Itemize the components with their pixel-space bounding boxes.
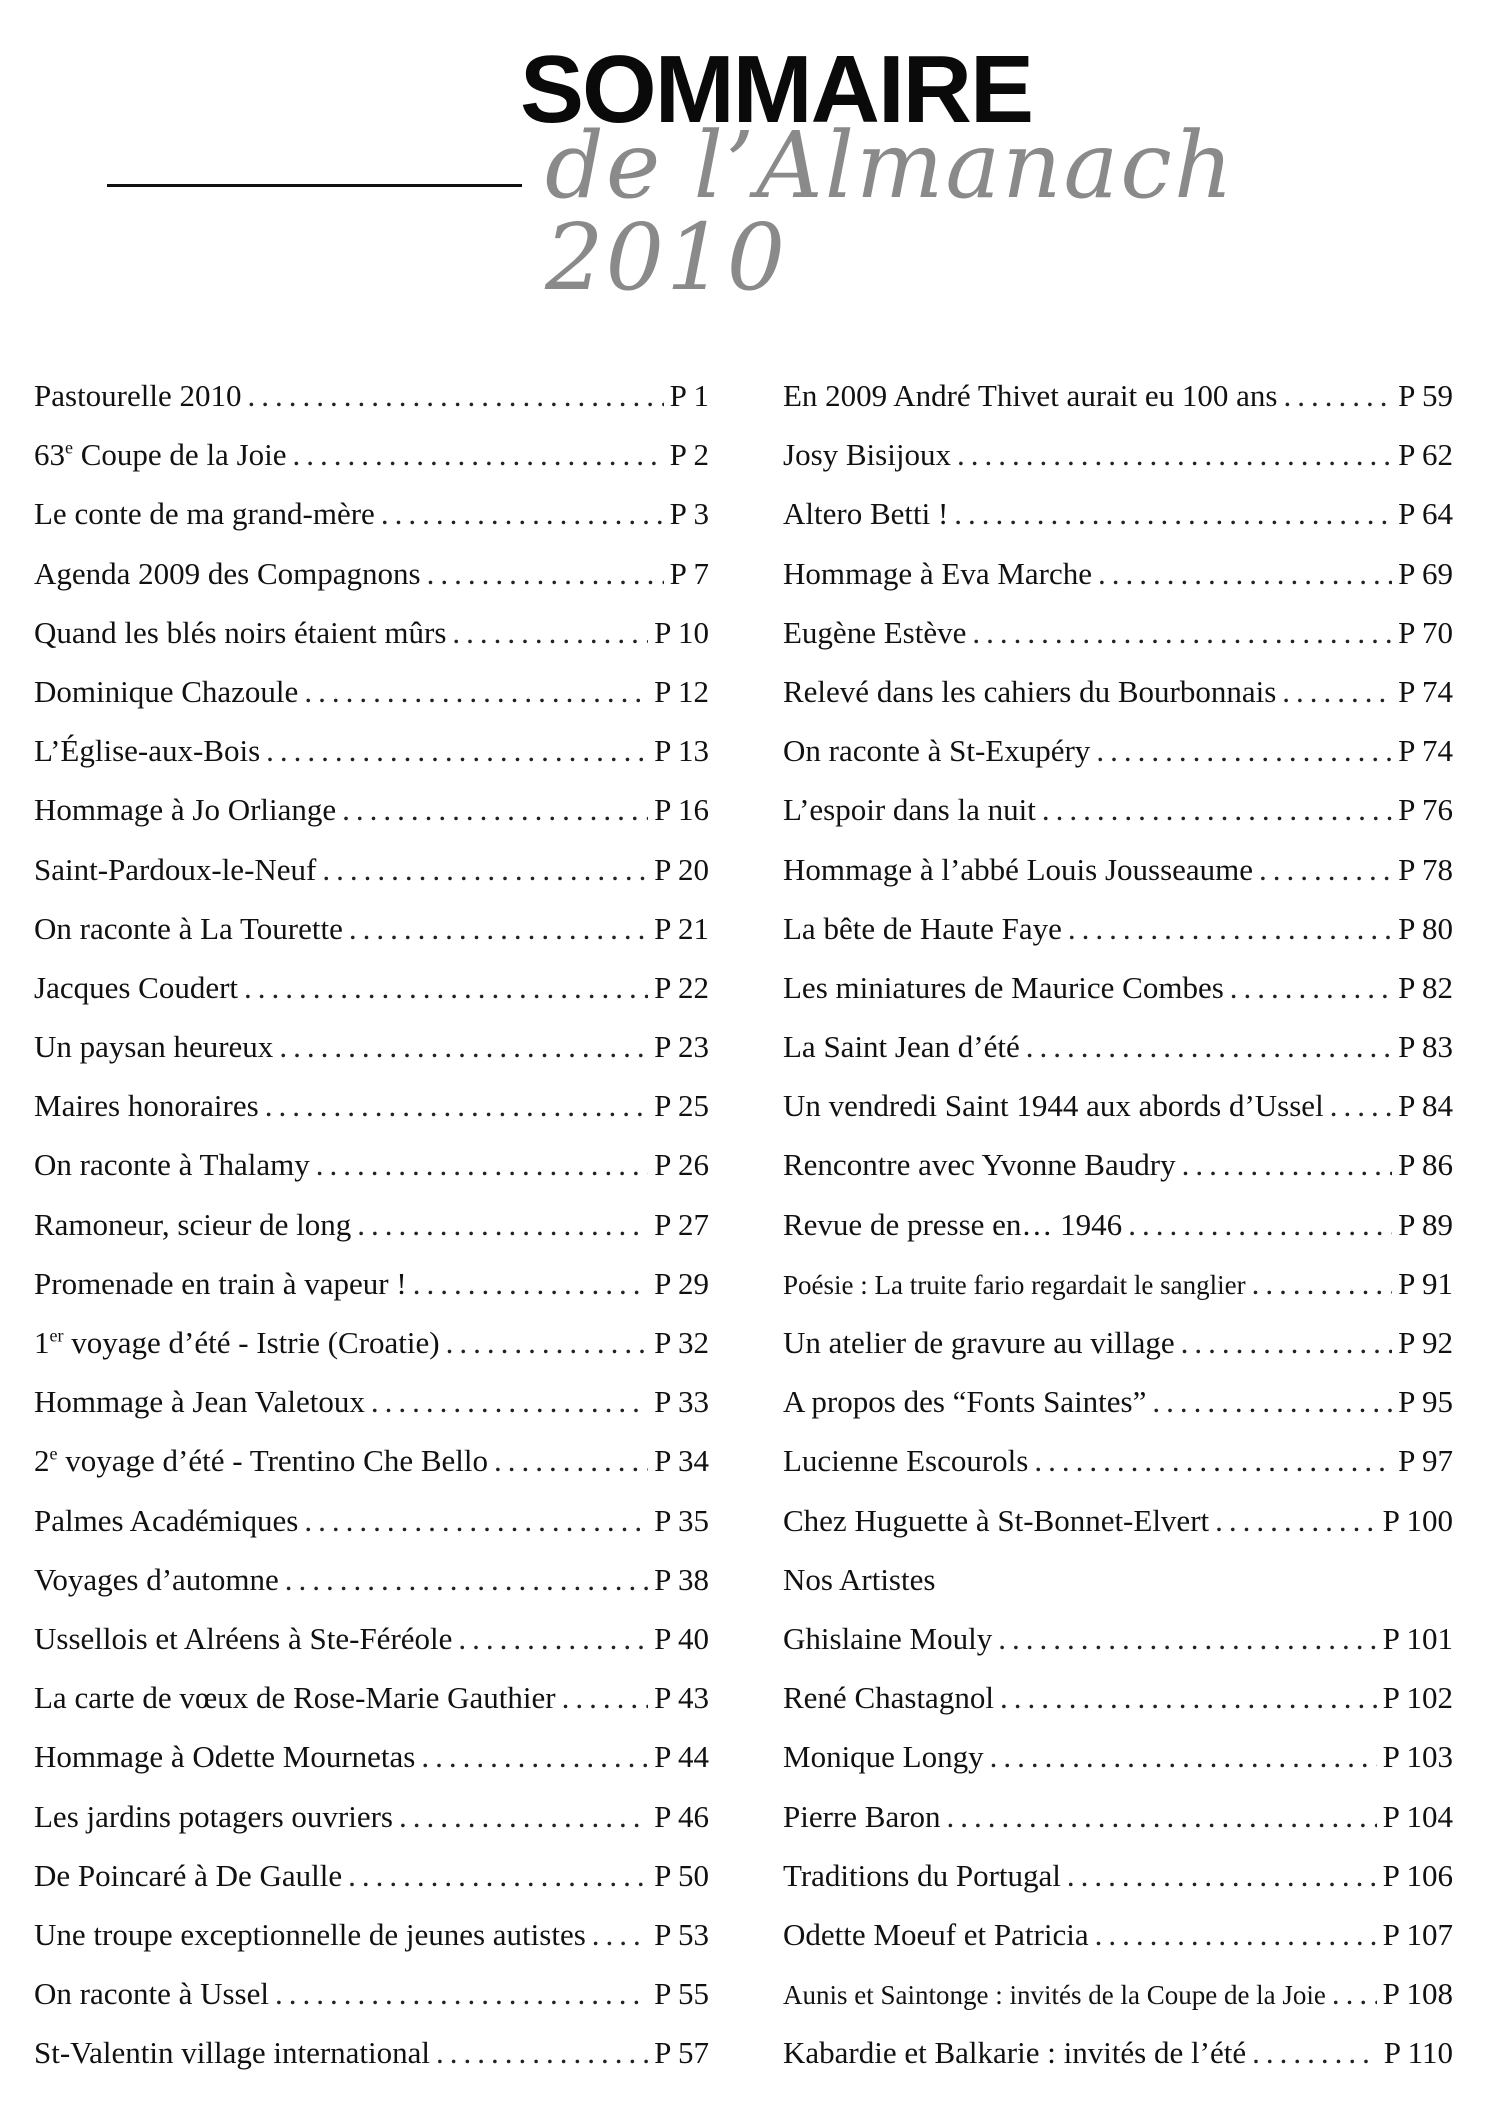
toc-entry	[783, 1678, 1453, 1737]
toc-entry	[783, 1086, 1453, 1145]
toc-entry-title: Pierre Baron	[783, 1798, 941, 1834]
dot-leader	[1098, 554, 1392, 594]
dot-leader	[1181, 1323, 1393, 1363]
toc-entry-page: P 59	[1398, 378, 1453, 413]
toc-entry	[34, 1264, 709, 1323]
toc-entry	[783, 376, 1453, 435]
dot-leader	[1283, 376, 1392, 416]
toc-entry-page: P 107	[1382, 1916, 1453, 1952]
dot-leader	[279, 1027, 648, 1067]
toc-entry-page: P 23	[654, 1029, 709, 1065]
toc-entry-page: P 21	[654, 910, 709, 946]
toc-entry-title: Hommage à Odette Mournetas	[34, 1739, 416, 1775]
toc-entry-title: Saint-Pardoux-le-Neuf	[34, 851, 317, 887]
toc-entry-page: P 3	[669, 496, 709, 532]
toc-entry-page: P 89	[1398, 1206, 1453, 1242]
toc-entry-title: 1er voyage d’été - Istrie (Croatie)	[34, 1325, 440, 1360]
toc-right-column	[783, 376, 1453, 2092]
dot-leader	[458, 1619, 648, 1659]
toc-entry	[34, 1915, 709, 1974]
toc-entry	[34, 1323, 709, 1382]
toc-entry	[783, 1323, 1453, 1382]
page-header	[0, 0, 1492, 311]
toc-entry-title: La Saint Jean d’été	[783, 1029, 1020, 1065]
toc-entry-title: Un atelier de gravure au village	[783, 1325, 1175, 1360]
header-rule	[107, 184, 522, 187]
toc-entry-title: Hommage à Eva Marche	[783, 555, 1093, 591]
toc-entry-page: P 110	[1383, 2035, 1453, 2071]
toc-entry-page: P 78	[1398, 851, 1453, 887]
toc-entry-title: Monique Longy	[783, 1739, 984, 1775]
dot-leader	[1000, 1678, 1377, 1718]
toc-entry-title: St-Valentin village international	[34, 2035, 431, 2071]
toc-entry-title: L’espoir dans la nuit	[783, 792, 1036, 828]
toc-entry	[783, 1441, 1453, 1500]
toc-entry-title: Poésie : La truite fario regardait le sanglier	[783, 1269, 1246, 1300]
toc-entry-title: Eugène Estève	[783, 614, 967, 650]
toc-entry-page: P 57	[654, 2035, 709, 2071]
toc-entry-title: René Chastagnol	[783, 1680, 994, 1716]
toc-entry-title: Traditions du Portugal	[783, 1857, 1061, 1893]
toc-entry-page: P 10	[654, 614, 709, 650]
dot-leader	[957, 435, 1392, 475]
toc-entry	[783, 1915, 1453, 1974]
dot-leader	[436, 2033, 648, 2073]
toc-entry-page: P 86	[1398, 1147, 1453, 1183]
dot-leader	[1215, 1501, 1377, 1541]
toc-entry	[34, 494, 709, 553]
toc-entry-page: P 97	[1398, 1443, 1453, 1479]
toc-entry	[34, 1678, 709, 1737]
toc-entry	[783, 968, 1453, 1027]
toc-entry	[783, 554, 1453, 613]
toc-entry-page: P 40	[654, 1620, 709, 1656]
toc-entry-title: Rencontre avec Yvonne Baudry	[783, 1147, 1176, 1183]
toc-entry-page: P 64	[1398, 496, 1453, 532]
toc-entry	[34, 1974, 709, 2033]
dot-leader	[1230, 968, 1392, 1008]
toc-entry-page: P 43	[654, 1680, 709, 1716]
dot-leader	[1332, 1974, 1377, 2014]
toc-entry	[34, 1619, 709, 1678]
toc-entry-title: Agenda 2009 des Compagnons	[34, 555, 421, 591]
toc-entry-page: P 84	[1398, 1088, 1453, 1124]
toc-entry	[34, 672, 709, 731]
toc-entry	[783, 1560, 1453, 1619]
toc-entry-title: Hommage à Jo Orliange	[34, 792, 337, 828]
toc-entry	[783, 1974, 1453, 2033]
toc-entry-page: P 91	[1398, 1265, 1453, 1301]
toc-entry	[783, 1797, 1453, 1856]
toc-entry	[34, 1205, 709, 1264]
toc-entry-title: Odette Moeuf et Patricia	[783, 1916, 1089, 1952]
toc-entry	[34, 1856, 709, 1915]
toc-entry-page: P 13	[654, 733, 709, 769]
toc-entry	[34, 909, 709, 968]
toc-entry	[783, 790, 1453, 849]
dot-leader	[1042, 790, 1392, 830]
dot-leader	[348, 1856, 648, 1896]
toc-entry-page: P 20	[654, 851, 709, 887]
page-subtitle: de l’Almanach 2010	[545, 112, 1236, 311]
toc-entry	[783, 1856, 1453, 1915]
toc-entry-page: P 33	[654, 1384, 709, 1420]
dot-leader	[371, 1382, 648, 1422]
dot-leader	[413, 1264, 648, 1304]
toc-entry-title: Hommage à l’abbé Louis Jousseaume	[783, 851, 1254, 887]
dot-leader	[1068, 909, 1392, 949]
dot-leader	[1067, 1856, 1377, 1896]
toc-entry	[34, 731, 709, 790]
toc-entry-page: P 22	[654, 969, 709, 1005]
toc-entry-title: La bête de Haute Faye	[783, 910, 1062, 946]
dot-leader	[592, 1915, 648, 1955]
toc-entry	[34, 1086, 709, 1145]
toc-entry-page: P 95	[1398, 1384, 1453, 1420]
dot-leader	[427, 554, 664, 594]
toc-entry	[783, 494, 1453, 553]
toc-entry-page: P 26	[654, 1147, 709, 1183]
toc-entry-page: P 104	[1382, 1798, 1453, 1834]
toc-entry-title: Relevé dans les cahiers du Bourbonnais	[783, 673, 1277, 709]
toc-entry-title: De Poincaré à De Gaulle	[34, 1857, 343, 1893]
toc-entry-page: P 74	[1398, 673, 1453, 709]
toc-entry	[34, 1737, 709, 1796]
toc-entry	[783, 1501, 1453, 1560]
toc-entry-title: Hommage à Jean Valetoux	[34, 1384, 365, 1420]
dot-leader	[1096, 731, 1392, 771]
toc-entry	[783, 613, 1453, 672]
dot-leader	[244, 968, 648, 1008]
dot-leader	[248, 376, 664, 416]
toc-entry	[783, 850, 1453, 909]
toc-entry-page: P 106	[1382, 1857, 1453, 1893]
dot-leader	[446, 1323, 649, 1363]
toc-entry-title: Aunis et Saintonge : invités de la Coupe de la Joie	[783, 1980, 1326, 2011]
dot-leader	[399, 1797, 648, 1837]
dot-leader	[494, 1441, 648, 1481]
toc-entry	[783, 672, 1453, 731]
toc-entry-title: Le conte de ma grand-mère	[34, 496, 375, 532]
toc-entry-title: Les jardins potagers ouvriers	[34, 1798, 393, 1834]
toc-entry	[783, 1145, 1453, 1204]
toc-entry	[34, 1560, 709, 1619]
toc-entry	[783, 1382, 1453, 1441]
toc-entry-page: P 29	[654, 1265, 709, 1301]
dot-leader	[1034, 1441, 1392, 1481]
toc-entry	[783, 1205, 1453, 1264]
dot-leader	[990, 1737, 1377, 1777]
toc-entry-page: P 103	[1382, 1739, 1453, 1775]
toc-entry-title: Lucienne Escourols	[783, 1443, 1029, 1479]
toc-entry-page: P 82	[1398, 969, 1453, 1005]
dot-leader	[322, 850, 648, 890]
toc-entry-page: P 44	[654, 1739, 709, 1775]
toc-entry-page: P 16	[654, 792, 709, 828]
dot-leader	[304, 672, 648, 712]
dot-leader	[1330, 1086, 1392, 1126]
toc-entry-page: P 12	[654, 673, 709, 709]
toc-entry-page: P 83	[1398, 1029, 1453, 1065]
dot-leader	[357, 1205, 648, 1245]
dot-leader	[266, 731, 648, 771]
toc-entry-page: P 35	[654, 1502, 709, 1538]
toc-entry-page: P 7	[669, 555, 709, 591]
dot-leader	[562, 1678, 649, 1718]
toc-entry	[34, 1797, 709, 1856]
dot-leader	[1128, 1205, 1392, 1245]
toc-entry	[783, 2033, 1453, 2092]
dot-leader	[349, 909, 648, 949]
toc-entry-page: P 2	[669, 437, 709, 473]
toc-entry-title: On raconte à Thalamy	[34, 1147, 310, 1183]
toc-entry	[783, 909, 1453, 968]
toc-entry	[34, 1027, 709, 1086]
toc-entry	[34, 850, 709, 909]
toc-entry-title: Les miniatures de Maurice Combes	[783, 969, 1224, 1005]
toc-entry-page: P 55	[654, 1976, 709, 2012]
dot-leader	[265, 1086, 648, 1126]
toc-entry	[783, 435, 1453, 494]
dot-leader	[452, 613, 648, 653]
dot-leader	[998, 1619, 1376, 1659]
dot-leader	[1152, 1382, 1392, 1422]
toc-entry	[34, 435, 709, 494]
toc-left-column	[34, 376, 709, 2092]
toc-entry-page: P 38	[654, 1561, 709, 1597]
dot-leader	[972, 613, 1392, 653]
toc-entry-title: Jacques Coudert	[34, 969, 239, 1005]
toc-entry-page: P 74	[1398, 733, 1453, 769]
dot-leader	[304, 1501, 648, 1541]
toc-entry	[34, 613, 709, 672]
toc-entry	[34, 1145, 709, 1204]
dot-leader	[275, 1974, 648, 2014]
toc-entry-title: Palmes Académiques	[34, 1502, 299, 1538]
dot-leader	[954, 494, 1392, 534]
toc-entry-page: P 100	[1382, 1502, 1453, 1538]
toc-entry-title: Maires honoraires	[34, 1088, 259, 1124]
toc-entry-title: Altero Betti !	[783, 496, 949, 532]
dot-leader	[1182, 1145, 1393, 1185]
toc-entry-page: P 27	[654, 1206, 709, 1242]
toc-entry-title: Pastourelle 2010	[34, 378, 242, 413]
toc-entry-title: Nos Artistes	[783, 1561, 936, 1597]
dot-leader	[1095, 1915, 1377, 1955]
page-title: SOMMAIRE	[520, 36, 1032, 143]
toc-entry-title: On raconte à St-Exupéry	[783, 733, 1091, 769]
toc-entry-title: Quand les blés noirs étaient mûrs	[34, 614, 447, 650]
toc-entry-title: On raconte à La Tourette	[34, 910, 343, 946]
toc-entry-title: En 2009 André Thivet aurait eu 100 ans	[783, 378, 1278, 413]
toc-entry-page: P 101	[1382, 1620, 1453, 1656]
dot-leader	[1026, 1027, 1392, 1067]
toc-entry	[34, 1441, 709, 1500]
toc-entry-title: Ussellois et Alréens à Ste-Féréole	[34, 1620, 453, 1656]
toc-entry-page: P 46	[654, 1798, 709, 1834]
toc-entry-title: On raconte à Ussel	[34, 1976, 269, 2012]
toc-entry-title: 2e voyage d’été - Trentino Che Bello	[34, 1443, 488, 1479]
toc-entry	[34, 968, 709, 1027]
toc-entry-title: Un vendredi Saint 1944 aux abords d’Ussel	[783, 1088, 1324, 1124]
toc-entry	[783, 1027, 1453, 1086]
toc-entry-title: Un paysan heureux	[34, 1029, 274, 1065]
toc-entry-title: Voyages d’automne	[34, 1561, 279, 1597]
dot-leader	[342, 790, 648, 830]
toc-entry-page: P 32	[654, 1325, 709, 1360]
toc-entry-page: P 50	[654, 1857, 709, 1893]
toc-entry-page: P 53	[654, 1916, 709, 1952]
toc-entry-title: Chez Huguette à St-Bonnet-Elvert	[783, 1502, 1210, 1538]
toc-entry	[783, 1264, 1453, 1323]
dot-leader	[381, 494, 664, 534]
toc-entry-title: Promenade en train à vapeur !	[34, 1265, 407, 1301]
dot-leader	[1252, 1264, 1393, 1304]
toc-entry-page: P 34	[654, 1443, 709, 1479]
toc-entry	[34, 554, 709, 613]
toc-entry-title: A propos des “Fonts Saintes”	[783, 1384, 1147, 1420]
dot-leader	[1282, 672, 1392, 712]
toc-entry	[783, 731, 1453, 790]
toc-entry	[34, 1382, 709, 1441]
toc-entry-page: P 108	[1382, 1976, 1453, 2012]
toc-entry-page: P 92	[1398, 1325, 1453, 1360]
toc-entry	[34, 376, 709, 435]
toc-entry-page: P 70	[1398, 614, 1453, 650]
toc-entry-page: P 69	[1398, 555, 1453, 591]
dot-leader	[421, 1737, 648, 1777]
toc-entry-title: Dominique Chazoule	[34, 673, 299, 709]
dot-leader	[285, 1560, 648, 1600]
toc-entry-title: Une troupe exceptionnelle de jeunes autistes	[34, 1916, 586, 1952]
dot-leader	[1252, 2033, 1378, 2073]
toc-entry-title: Revue de presse en… 1946	[783, 1206, 1123, 1242]
toc-entry-page: P 76	[1398, 792, 1453, 828]
dot-leader	[293, 435, 664, 475]
toc-entry-title: Ramoneur, scieur de long	[34, 1206, 352, 1242]
toc-entry-page: P 102	[1382, 1680, 1453, 1716]
toc-entry-title: Josy Bisijoux	[783, 437, 951, 473]
toc-entry-page: P 80	[1398, 910, 1453, 946]
toc-entry	[34, 790, 709, 849]
toc-entry-page: P 62	[1398, 437, 1453, 473]
toc-entry-page: P 1	[669, 378, 709, 413]
toc-entry	[34, 2033, 709, 2092]
toc-entry-title: Ghislaine Mouly	[783, 1620, 993, 1656]
toc-entry	[783, 1619, 1453, 1678]
toc-entry-title: La carte de vœux de Rose-Marie Gauthier	[34, 1680, 556, 1716]
toc-entry	[34, 1501, 709, 1560]
toc-entry-title: 63e Coupe de la Joie	[34, 437, 287, 473]
dot-leader	[947, 1797, 1377, 1837]
toc-entry-title: L’Église-aux-Bois	[34, 733, 261, 769]
dot-leader	[1259, 850, 1392, 890]
toc-entry-title: Kabardie et Balkarie : invités de l’été	[783, 2035, 1247, 2071]
toc-entry	[783, 1737, 1453, 1796]
dot-leader	[316, 1145, 648, 1185]
toc-entry-page: P 25	[654, 1088, 709, 1124]
